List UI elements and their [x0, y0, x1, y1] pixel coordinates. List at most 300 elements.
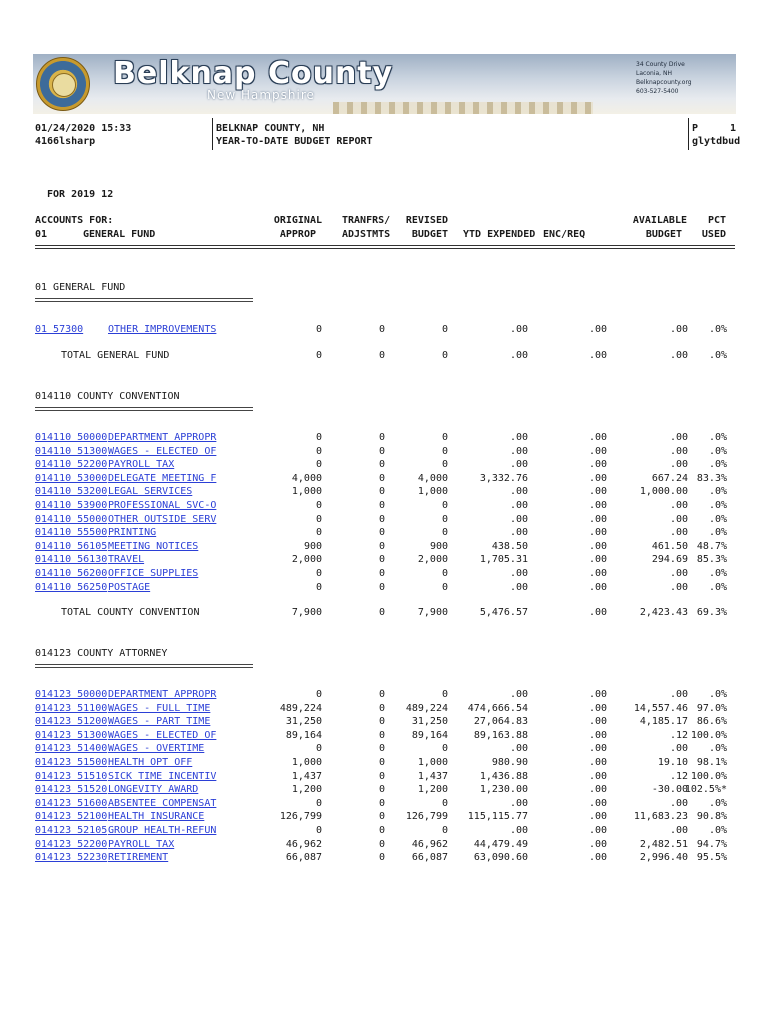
account-description-link[interactable]: PRINTING: [108, 527, 157, 539]
account-description-link[interactable]: OTHER OUTSIDE SERV: [108, 513, 217, 525]
transfers-cell: 0: [378, 702, 385, 714]
pct-used-cell: .0%: [708, 500, 727, 511]
table-row: [0, 472, 770, 486]
available-budget-cell: .00: [669, 324, 688, 335]
available-budget-cell: .00: [669, 459, 688, 471]
account-number-link[interactable]: 014110 56130: [35, 554, 108, 566]
original-approp-cell: 0: [315, 513, 322, 525]
accounts-for-label: ACCOUNTS FOR:: [35, 215, 114, 226]
col-ytd: YTD EXPENDED: [463, 229, 536, 240]
report-name: YEAR-TO-DATE BUDGET REPORT: [216, 136, 373, 147]
total-available-cell: .00: [669, 350, 688, 361]
available-budget-cell: .00: [669, 689, 688, 700]
table-row: [0, 715, 770, 729]
account-description-link[interactable]: RETIREMENT: [108, 852, 169, 864]
total-ytd-cell: .00: [509, 350, 528, 361]
account-number-link[interactable]: 014123 51200: [35, 716, 108, 728]
original-approp-cell: 0: [315, 527, 322, 539]
address-line: Laconia, NH: [636, 70, 672, 77]
original-approp-cell: 66,087: [285, 852, 322, 864]
transfers-cell: 0: [378, 568, 385, 579]
ytd-expended-cell: 1,436.88: [479, 770, 528, 782]
pct-used-cell: .0%: [708, 513, 727, 525]
table-row: [0, 797, 770, 811]
letterhead-banner: [33, 54, 736, 114]
table-row: [0, 445, 770, 459]
enc-req-cell: .00: [588, 784, 607, 796]
enc-req-cell: .00: [588, 757, 607, 768]
revised-budget-cell: 1,000: [417, 757, 448, 768]
revised-budget-cell: 0: [441, 689, 448, 700]
available-budget-cell: 11,683.23: [633, 811, 688, 823]
enc-req-cell: .00: [588, 568, 607, 579]
table-row: [0, 702, 770, 716]
original-approp-cell: 126,799: [279, 811, 322, 823]
original-approp-cell: 0: [315, 797, 322, 809]
enc-req-cell: .00: [588, 500, 607, 511]
ytd-expended-cell: .00: [509, 432, 528, 443]
enc-req-cell: .00: [588, 527, 607, 539]
original-approp-cell: 4,000: [291, 472, 322, 484]
original-approp-cell: 31,250: [285, 716, 322, 728]
ytd-expended-cell: 44,479.49: [473, 838, 528, 850]
header-divider: [688, 118, 689, 150]
account-description-link[interactable]: HEALTH INSURANCE: [108, 811, 205, 823]
header-rule: [35, 245, 735, 249]
original-approp-cell: 0: [315, 459, 322, 471]
account-number-link[interactable]: 014123 52100: [35, 811, 108, 823]
original-approp-cell: 0: [315, 689, 322, 700]
transfers-cell: 0: [378, 689, 385, 700]
available-budget-cell: 461.50: [651, 540, 688, 552]
account-number-link[interactable]: 014110 55000: [35, 513, 108, 525]
total-row: [0, 606, 770, 620]
account-description-link[interactable]: OTHER IMPROVEMENTS: [108, 324, 217, 335]
transfers-cell: 0: [378, 554, 385, 566]
transfers-cell: 0: [378, 770, 385, 782]
table-row: [0, 567, 770, 581]
account-number-link[interactable]: 014123 52200: [35, 838, 108, 850]
transfers-cell: 0: [378, 445, 385, 457]
table-row: [0, 458, 770, 472]
ytd-expended-cell: .00: [509, 689, 528, 700]
ytd-expended-cell: .00: [509, 797, 528, 809]
available-budget-cell: -30.00: [651, 784, 688, 796]
total-pct-cell: .0%: [708, 350, 727, 361]
transfers-cell: 0: [378, 540, 385, 552]
enc-req-cell: .00: [588, 825, 607, 836]
account-description-link[interactable]: GROUP HEALTH-REFUN: [108, 825, 217, 836]
revised-budget-cell: 0: [441, 797, 448, 809]
original-approp-cell: 0: [315, 432, 322, 443]
ytd-expended-cell: 1,705.31: [479, 554, 528, 566]
pct-used-cell: .0%: [708, 825, 727, 836]
account-description-link[interactable]: OFFICE SUPPLIES: [108, 568, 199, 579]
enc-req-cell: .00: [588, 459, 607, 471]
account-description-link[interactable]: WAGES - ELECTED OF: [108, 729, 217, 741]
account-description-link[interactable]: WAGES - ELECTED OF: [108, 445, 217, 457]
pct-used-cell: 95.5%: [696, 852, 727, 864]
account-number-link[interactable]: 014110 53000: [35, 472, 108, 484]
pct-used-cell: .0%: [708, 581, 727, 593]
original-approp-cell: 0: [315, 568, 322, 579]
available-budget-cell: .00: [669, 568, 688, 579]
enc-req-cell: .00: [588, 513, 607, 525]
col-revised-l2: BUDGET: [411, 229, 448, 240]
pct-used-cell: .0%: [708, 459, 727, 471]
enc-req-cell: .00: [588, 432, 607, 443]
enc-req-cell: .00: [588, 581, 607, 593]
table-row: [0, 513, 770, 527]
account-description-link[interactable]: WAGES - OVERTIME: [108, 743, 205, 755]
revised-budget-cell: 0: [441, 445, 448, 457]
table-row: [0, 851, 770, 865]
letterhead-subtitle: New Hampshire: [207, 88, 315, 102]
col-revised-l1: REVISED: [405, 215, 448, 226]
total-revised-cell: 0: [441, 350, 448, 361]
total-row: [0, 349, 770, 363]
col-original-l1: ORIGINAL: [273, 215, 322, 226]
account-number-link[interactable]: 014123 52230: [35, 852, 108, 864]
original-approp-cell: 900: [303, 540, 322, 552]
col-original-l2: APPROP: [279, 229, 316, 240]
ytd-expended-cell: 1,230.00: [479, 784, 528, 796]
enc-req-cell: .00: [588, 770, 607, 782]
account-number-link[interactable]: 014110 52200: [35, 459, 108, 471]
account-description-link[interactable]: TRAVEL: [108, 554, 145, 566]
ytd-expended-cell: 63,090.60: [473, 852, 528, 864]
section-underline: [35, 298, 253, 302]
revised-budget-cell: 900: [429, 540, 448, 552]
table-row: [0, 553, 770, 567]
available-budget-cell: .00: [669, 581, 688, 593]
account-description-link[interactable]: PAYROLL TAX: [108, 459, 175, 471]
report-period: FOR 2019 12: [47, 189, 114, 200]
page-number: 1: [729, 123, 736, 134]
revised-budget-cell: 2,000: [417, 554, 448, 566]
transfers-cell: 0: [378, 729, 385, 741]
table-row: [0, 838, 770, 852]
available-budget-cell: 294.69: [651, 554, 688, 566]
revised-budget-cell: 126,799: [405, 811, 448, 823]
pct-used-cell: 83.3%: [696, 472, 727, 484]
transfers-cell: 0: [378, 432, 385, 443]
enc-req-cell: .00: [588, 852, 607, 864]
col-pct-l2: USED: [701, 229, 726, 240]
enc-req-cell: .00: [588, 472, 607, 484]
revised-budget-cell: 0: [441, 568, 448, 579]
section-title: 014123 COUNTY ATTORNEY: [35, 648, 168, 659]
pct-used-cell: 97.0%: [696, 702, 727, 714]
account-number-link[interactable]: 014123 51600: [35, 797, 108, 809]
table-row: [0, 485, 770, 499]
pct-used-cell: 94.7%: [696, 838, 727, 850]
table-row: [0, 323, 770, 337]
revised-budget-cell: 46,962: [411, 838, 448, 850]
account-number-link[interactable]: 014123 51300: [35, 729, 108, 741]
letterhead-title: Belknap County: [113, 56, 394, 91]
transfers-cell: 0: [378, 581, 385, 593]
available-budget-cell: 1,000.00: [639, 486, 688, 498]
section-underline: [35, 407, 253, 411]
pct-used-cell: 48.7%: [696, 540, 727, 552]
ytd-expended-cell: 980.90: [491, 757, 528, 768]
original-approp-cell: 489,224: [279, 702, 322, 714]
account-number-link[interactable]: 014110 56200: [35, 568, 108, 579]
revised-budget-cell: 1,200: [417, 784, 448, 796]
account-number-link[interactable]: 014123 51510: [35, 770, 108, 782]
account-number-link[interactable]: 014110 56105: [35, 540, 108, 552]
account-description-link[interactable]: POSTAGE: [108, 581, 151, 593]
table-row: [0, 581, 770, 595]
pct-used-cell: 98.1%: [696, 757, 727, 768]
table-row: [0, 824, 770, 838]
original-approp-cell: 0: [315, 825, 322, 836]
transfers-cell: 0: [378, 472, 385, 484]
original-approp-cell: 0: [315, 743, 322, 755]
pct-used-cell: 102.5%*: [684, 784, 727, 796]
revised-budget-cell: 1,000: [417, 486, 448, 498]
account-description-link[interactable]: DEPARTMENT APPROPR: [108, 689, 217, 700]
enc-req-cell: .00: [588, 811, 607, 823]
pct-used-cell: .0%: [708, 432, 727, 443]
account-number-link[interactable]: 014123 50000: [35, 689, 108, 700]
col-pct-l1: PCT: [707, 215, 726, 226]
account-description-link[interactable]: DEPARTMENT APPROPR: [108, 432, 217, 443]
revised-budget-cell: 0: [441, 527, 448, 539]
ytd-expended-cell: .00: [509, 527, 528, 539]
transfers-cell: 0: [378, 486, 385, 498]
available-budget-cell: .00: [669, 743, 688, 755]
pct-used-cell: .0%: [708, 486, 727, 498]
pct-used-cell: 100.0%: [690, 729, 727, 741]
account-number-link[interactable]: 014110 53200: [35, 486, 108, 498]
available-budget-cell: .12: [669, 770, 688, 782]
revised-budget-cell: 4,000: [417, 472, 448, 484]
col-available-l1: AVAILABLE: [632, 215, 687, 226]
transfers-cell: 0: [378, 513, 385, 525]
fund-code-header: 01: [35, 229, 48, 240]
table-row: [0, 431, 770, 445]
transfers-cell: 0: [378, 743, 385, 755]
ytd-expended-cell: .00: [509, 825, 528, 836]
account-description-link[interactable]: PROFESSIONAL SVC-O: [108, 500, 217, 511]
revised-budget-cell: 0: [441, 324, 448, 335]
account-description-link[interactable]: MEETING NOTICES: [108, 540, 199, 552]
report-datetime: 01/24/2020 15:33: [35, 123, 132, 134]
revised-budget-cell: 0: [441, 743, 448, 755]
original-approp-cell: 1,000: [291, 757, 322, 768]
available-budget-cell: 14,557.46: [633, 702, 688, 714]
enc-req-cell: .00: [588, 716, 607, 728]
enc-req-cell: .00: [588, 702, 607, 714]
pct-used-cell: 86.6%: [696, 716, 727, 728]
table-row: [0, 729, 770, 743]
account-description-link[interactable]: PAYROLL TAX: [108, 838, 175, 850]
account-description-link[interactable]: ABSENTEE COMPENSAT: [108, 797, 217, 809]
pct-used-cell: .0%: [708, 797, 727, 809]
table-row: [0, 770, 770, 784]
col-enc: ENC/REQ: [543, 229, 586, 240]
original-approp-cell: 0: [315, 445, 322, 457]
pct-used-cell: .0%: [708, 743, 727, 755]
revised-budget-cell: 0: [441, 513, 448, 525]
available-budget-cell: .12: [669, 729, 688, 741]
available-budget-cell: .00: [669, 513, 688, 525]
total-original-cell: 0: [315, 350, 322, 361]
table-row: [0, 810, 770, 824]
ytd-expended-cell: 115,115.77: [467, 811, 528, 823]
transfers-cell: 0: [378, 324, 385, 335]
original-approp-cell: 0: [315, 581, 322, 593]
county-seal-icon: [36, 57, 90, 111]
ytd-expended-cell: .00: [509, 324, 528, 335]
ytd-expended-cell: 438.50: [491, 540, 528, 552]
account-number-link[interactable]: 014110 53900: [35, 500, 108, 511]
total-available-cell: 2,423.43: [639, 607, 688, 618]
ytd-expended-cell: .00: [509, 513, 528, 525]
revised-budget-cell: 0: [441, 459, 448, 471]
total-ytd-cell: 5,476.57: [479, 607, 528, 618]
ytd-expended-cell: .00: [509, 486, 528, 498]
enc-req-cell: .00: [588, 445, 607, 457]
ytd-expended-cell: .00: [509, 459, 528, 471]
original-approp-cell: 1,437: [291, 770, 322, 782]
report-org: BELKNAP COUNTY, NH: [216, 123, 325, 134]
report-meta-center: [216, 122, 373, 148]
table-row: [0, 526, 770, 540]
pct-used-cell: .0%: [708, 527, 727, 539]
account-number-link[interactable]: 014110 56250: [35, 581, 108, 593]
revised-budget-cell: 0: [441, 432, 448, 443]
available-budget-cell: .00: [669, 825, 688, 836]
transfers-cell: 0: [378, 838, 385, 850]
report-meta-right: [692, 122, 741, 148]
ytd-expended-cell: 3,332.76: [479, 472, 528, 484]
fund-name-header: GENERAL FUND: [83, 229, 156, 240]
total-enc-cell: .00: [588, 350, 607, 361]
enc-req-cell: .00: [588, 729, 607, 741]
section-underline: [35, 664, 253, 668]
available-budget-cell: 4,185.17: [639, 716, 688, 728]
transfers-cell: 0: [378, 811, 385, 823]
account-description-link[interactable]: LONGEVITY AWARD: [108, 784, 199, 796]
pct-used-cell: .0%: [708, 445, 727, 457]
page-label: P: [692, 123, 699, 134]
table-row: [0, 742, 770, 756]
revised-budget-cell: 89,164: [411, 729, 448, 741]
col-available-l2: BUDGET: [645, 229, 682, 240]
available-budget-cell: 2,482.51: [639, 838, 688, 850]
col-transfers-l1: TRANFRS/: [342, 215, 391, 226]
total-enc-cell: .00: [588, 607, 607, 618]
letterhead-address: [636, 60, 696, 96]
account-number-link[interactable]: 014123 52105: [35, 825, 108, 836]
total-transfers-cell: 0: [378, 350, 385, 361]
col-transfers-l2: ADJSTMTS: [342, 229, 391, 240]
account-description-link[interactable]: DELEGATE MEETING F: [108, 472, 217, 484]
ytd-expended-cell: .00: [509, 568, 528, 579]
pct-used-cell: .0%: [708, 324, 727, 335]
account-number-link[interactable]: 014123 51500: [35, 757, 108, 768]
ytd-expended-cell: .00: [509, 500, 528, 511]
enc-req-cell: .00: [588, 324, 607, 335]
account-description-link[interactable]: LEGAL SERVICES: [108, 486, 193, 498]
account-number-link[interactable]: 014123 51100: [35, 702, 108, 714]
account-number-link[interactable]: 014110 50000: [35, 432, 108, 443]
pct-used-cell: 90.8%: [696, 811, 727, 823]
original-approp-cell: 1,200: [291, 784, 322, 796]
revised-budget-cell: 66,087: [411, 852, 448, 864]
table-row: [0, 756, 770, 770]
account-number-link[interactable]: 01 57300: [35, 324, 84, 335]
account-number-link[interactable]: 014123 51520: [35, 784, 108, 796]
transfers-cell: 0: [378, 500, 385, 511]
pct-used-cell: 85.3%: [696, 554, 727, 566]
transfers-cell: 0: [378, 757, 385, 768]
pct-used-cell: 100.0%: [690, 770, 727, 782]
ytd-expended-cell: .00: [509, 581, 528, 593]
revised-budget-cell: 1,437: [417, 770, 448, 782]
total-label: TOTAL GENERAL FUND: [61, 350, 170, 361]
enc-req-cell: .00: [588, 486, 607, 498]
section-title: 014110 COUNTY CONVENTION: [35, 391, 180, 402]
enc-req-cell: .00: [588, 797, 607, 809]
enc-req-cell: .00: [588, 689, 607, 700]
total-original-cell: 7,900: [291, 607, 322, 618]
available-budget-cell: .00: [669, 445, 688, 457]
section-title: 01 GENERAL FUND: [35, 282, 126, 293]
transfers-cell: 0: [378, 716, 385, 728]
original-approp-cell: 89,164: [285, 729, 322, 741]
table-row: [0, 688, 770, 702]
transfers-cell: 0: [378, 784, 385, 796]
account-number-link[interactable]: 014110 51300: [35, 445, 108, 457]
address-line: Belknapcounty.org: [636, 79, 692, 86]
treeline-decoration: [333, 102, 593, 114]
original-approp-cell: 2,000: [291, 554, 322, 566]
revised-budget-cell: 0: [441, 825, 448, 836]
original-approp-cell: 0: [315, 500, 322, 511]
ytd-expended-cell: 27,064.83: [473, 716, 528, 728]
available-budget-cell: .00: [669, 797, 688, 809]
total-revised-cell: 7,900: [417, 607, 448, 618]
header-divider: [212, 118, 213, 150]
account-number-link[interactable]: 014123 51400: [35, 743, 108, 755]
transfers-cell: 0: [378, 825, 385, 836]
account-description-link[interactable]: HEALTH OPT OFF: [108, 757, 193, 768]
report-meta-left: [35, 122, 131, 148]
available-budget-cell: 2,996.40: [639, 852, 688, 864]
available-budget-cell: 19.10: [657, 757, 688, 768]
enc-req-cell: .00: [588, 838, 607, 850]
account-number-link[interactable]: 014110 55500: [35, 527, 108, 539]
report-user: 4166lsharp: [35, 136, 96, 147]
available-budget-cell: 667.24: [651, 472, 688, 484]
account-description-link[interactable]: WAGES - PART TIME: [108, 716, 211, 728]
table-row: [0, 499, 770, 513]
account-description-link[interactable]: SICK TIME INCENTIV: [108, 770, 217, 782]
transfers-cell: 0: [378, 852, 385, 864]
ytd-expended-cell: .00: [509, 743, 528, 755]
total-transfers-cell: 0: [378, 607, 385, 618]
transfers-cell: 0: [378, 797, 385, 809]
ytd-expended-cell: 474,666.54: [467, 702, 528, 714]
revised-budget-cell: 0: [441, 500, 448, 511]
account-description-link[interactable]: WAGES - FULL TIME: [108, 702, 211, 714]
pct-used-cell: .0%: [708, 568, 727, 579]
total-pct-cell: 69.3%: [696, 607, 727, 618]
